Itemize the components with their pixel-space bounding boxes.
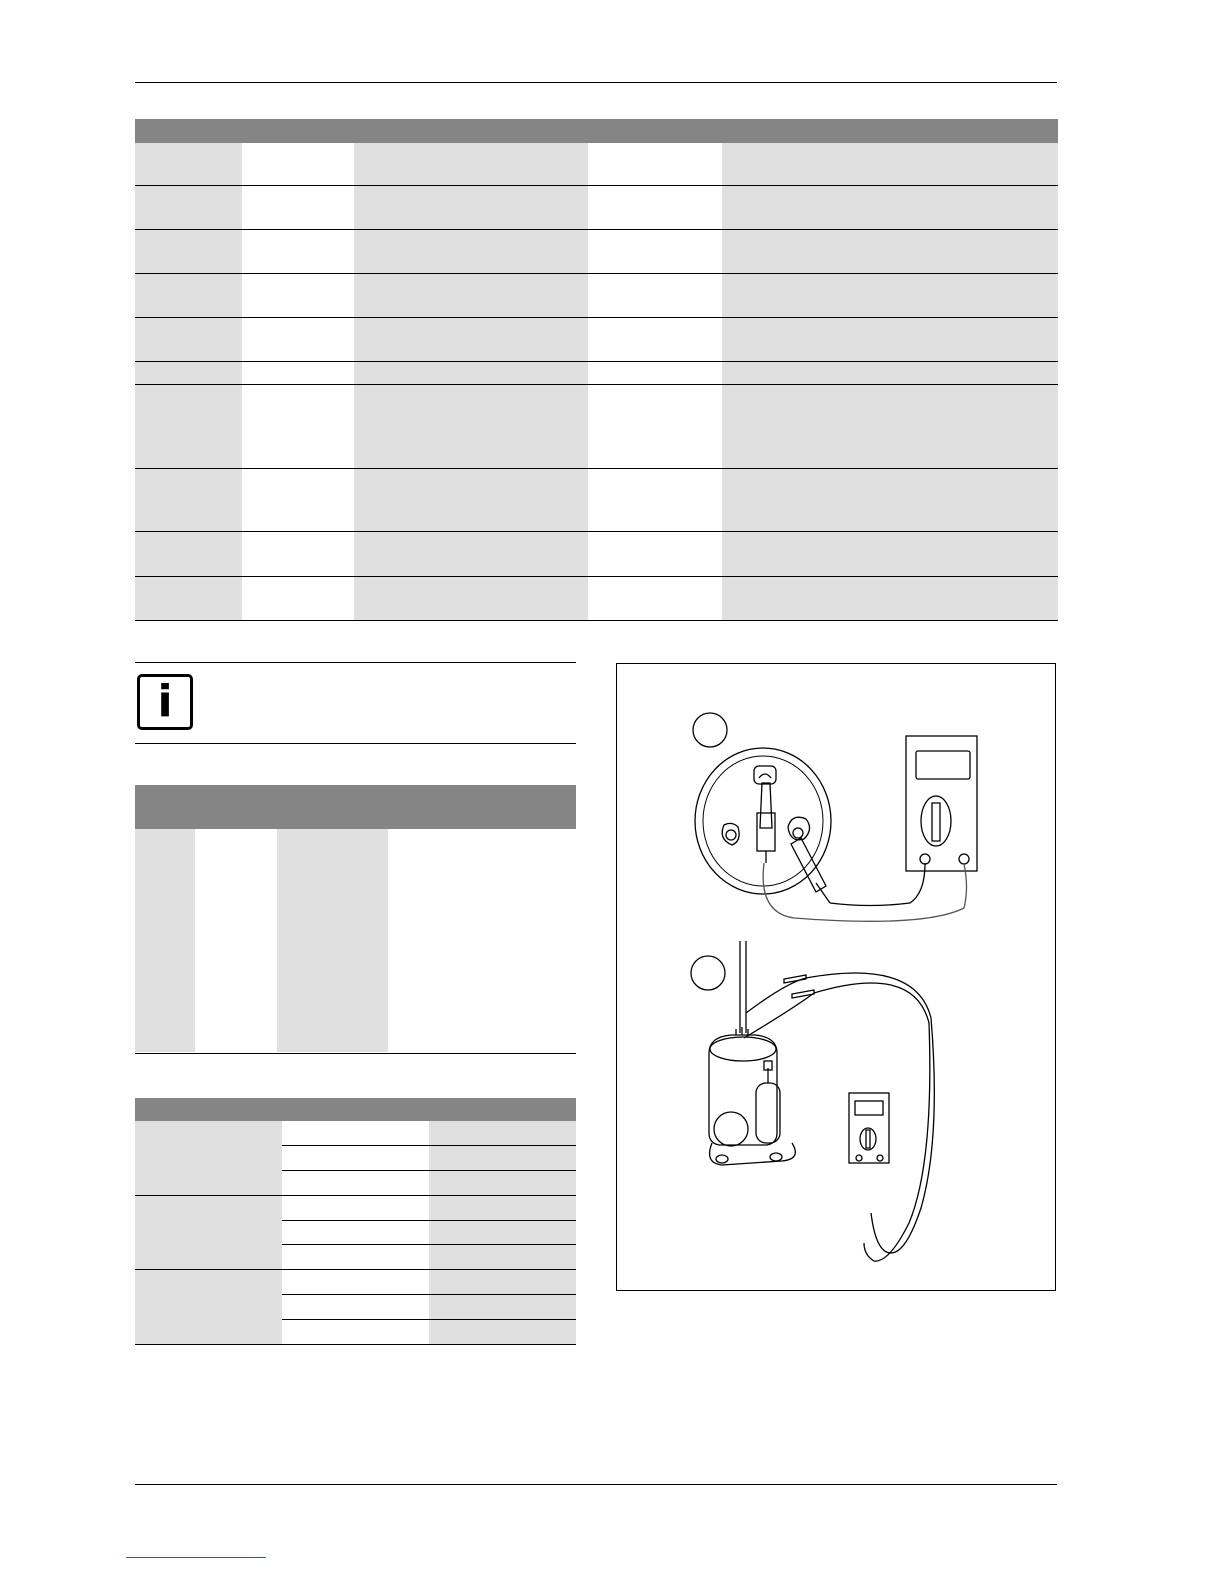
middle-col-2	[195, 829, 277, 1052]
note-bottom-rule	[135, 743, 576, 744]
middle-col-4	[388, 829, 576, 1052]
lower-table-value-cell	[429, 1320, 576, 1344]
note-top-rule	[135, 662, 576, 663]
callout-circle-two	[691, 956, 725, 990]
middle-col-3	[277, 829, 388, 1052]
main-table-row-rule	[135, 620, 1058, 621]
main-table-cell	[588, 143, 722, 186]
lower-table-value-cell	[429, 1196, 576, 1220]
middle-table-bottom-rule	[135, 1053, 576, 1054]
main-table-cell	[135, 362, 242, 385]
main-table-cell	[722, 186, 1058, 230]
main-table-cell	[135, 385, 242, 469]
main-table-cell	[722, 362, 1058, 385]
main-table-cell	[588, 274, 722, 318]
main-table-cell	[722, 274, 1058, 318]
lower-table-value-cell	[429, 1146, 576, 1170]
callout-3	[714, 1112, 748, 1146]
lower-table-value-cell	[429, 1121, 576, 1145]
main-table-cell	[135, 143, 242, 186]
main-table-cell	[135, 532, 242, 577]
lower-table-group-cell	[135, 1270, 282, 1345]
main-table-cell	[135, 186, 242, 230]
footer-link[interactable]	[126, 1557, 266, 1558]
main-table-cell	[722, 469, 1058, 532]
main-table-cell	[242, 577, 354, 621]
lower-table-value-cell	[429, 1221, 576, 1245]
lower-table-value-cell	[429, 1295, 576, 1319]
main-table-cell	[354, 469, 588, 532]
footer-rule	[135, 1484, 1057, 1485]
main-table-cell	[354, 532, 588, 577]
middle-col-1	[135, 829, 195, 1052]
lower-table-group-cell	[135, 1196, 282, 1270]
main-table-cell	[135, 577, 242, 621]
main-table-cell	[135, 318, 242, 362]
main-table-cell	[722, 143, 1058, 186]
main-table-cell	[588, 469, 722, 532]
main-table-cell	[588, 577, 722, 621]
middle-table-header	[135, 785, 576, 829]
main-table-cell	[722, 385, 1058, 469]
main-table-cell	[722, 318, 1058, 362]
main-table-cell	[588, 186, 722, 230]
main-table-cell	[722, 577, 1058, 621]
main-table-cell	[242, 186, 354, 230]
main-table-cell	[354, 577, 588, 621]
main-table-cell	[722, 532, 1058, 577]
lower-table-group-rule	[135, 1344, 576, 1345]
main-table-cell	[242, 385, 354, 469]
main-table-cell	[354, 143, 588, 186]
main-table-header	[135, 119, 1058, 143]
lower-table-value-cell	[429, 1270, 576, 1294]
main-table-cell	[242, 274, 354, 318]
main-table-cell	[354, 362, 588, 385]
compressor-body	[709, 1035, 777, 1145]
main-table-cell	[354, 385, 588, 469]
lower-table-header	[135, 1098, 576, 1121]
main-table-cell	[354, 230, 588, 274]
main-table-cell	[135, 230, 242, 274]
info-icon: i	[137, 674, 193, 730]
lower-table-value-cell	[429, 1171, 576, 1195]
main-table-cell	[354, 186, 588, 230]
main-table-cell	[588, 362, 722, 385]
main-table-cell	[588, 532, 722, 577]
compressor-figure	[616, 663, 1056, 1291]
main-table-cell	[135, 469, 242, 532]
main-table-cell	[354, 318, 588, 362]
main-table-cell	[722, 230, 1058, 274]
main-table-cell	[588, 230, 722, 274]
header-rule	[135, 82, 1057, 83]
lower-table-value-cell	[429, 1245, 576, 1269]
main-table-cell	[135, 274, 242, 318]
main-table-cell	[242, 362, 354, 385]
lower-table-group-cell	[135, 1121, 282, 1196]
main-table-cell	[242, 318, 354, 362]
main-table-cell	[242, 230, 354, 274]
main-table-cell	[588, 385, 722, 469]
main-table-cell	[242, 143, 354, 186]
main-table-cell	[242, 469, 354, 532]
main-table-cell	[354, 274, 588, 318]
main-table-cell	[242, 532, 354, 577]
main-table-cell	[588, 318, 722, 362]
